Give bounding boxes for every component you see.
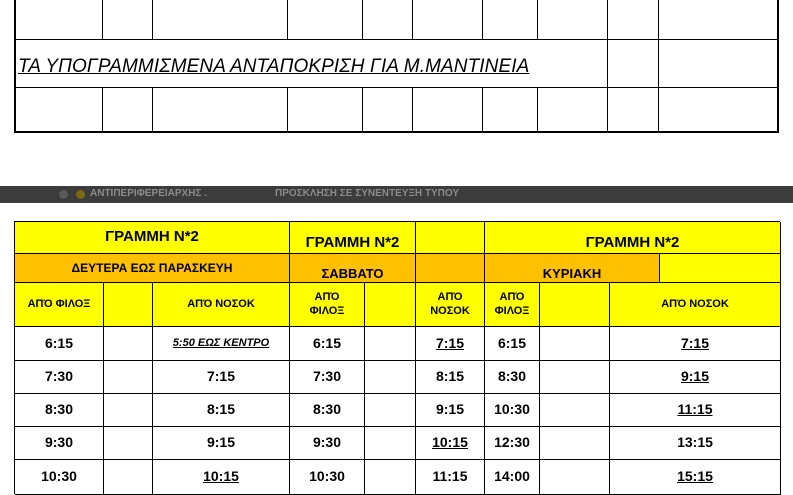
schedule-grid — [15, 222, 780, 494]
time-cell — [153, 460, 290, 495]
time-cell-text: 7:30 — [44, 368, 74, 385]
time-cell — [153, 427, 290, 460]
time-cell-text: 6:15 — [497, 334, 527, 351]
time-cell-text: 11:15 — [677, 401, 713, 418]
top-table-divider — [607, 87, 608, 133]
top-table-divider — [658, 0, 659, 39]
blank-cell — [660, 254, 781, 283]
blank-cell — [104, 283, 153, 327]
blank-cell — [104, 460, 153, 495]
time-cell-text: 10:30 — [494, 401, 530, 418]
time-cell — [290, 327, 365, 361]
top-table-divider — [607, 0, 608, 39]
time-cell-text: 7:15 — [206, 368, 236, 385]
blank-cell — [540, 427, 610, 460]
time-cell — [416, 427, 485, 460]
time-cell-text: 14:00 — [494, 468, 530, 485]
time-cell-text: 8:15 — [435, 368, 465, 385]
col-label-from-nosok — [416, 283, 485, 327]
col-label-from-nosok-text: ΑΠΌ ΝΟΣΟΚ — [430, 290, 470, 317]
top-table-divider — [482, 0, 483, 39]
time-cell-text: 7:30 — [312, 368, 342, 385]
time-cell-text: 15:15 — [677, 468, 713, 485]
top-table-divider — [482, 87, 483, 133]
blank-cell — [416, 254, 485, 283]
top-table-divider — [287, 87, 288, 133]
top-table-divider — [362, 0, 363, 39]
day-weekday-text: ΔΕΥΤΕΡΑ ΕΩΣ ΠΑΡΑΣΚΕΥΗ — [71, 260, 233, 275]
time-cell-text: 9:30 — [312, 434, 342, 451]
top-table-divider — [412, 0, 413, 39]
strip-left-text: ΑΝΤΙΠΕΡΙΦΕΡΕΙΑΡΧΗΣ . — [90, 188, 208, 199]
day-sunday — [485, 254, 660, 283]
top-note: ΤΑ ΥΠΟΓΡΑΜΜΙΣΜΕΝΑ ΑΝΤΑΠΟΚΡΙΣΗ ΓΙΑ Μ.ΜΑΝΤΙΝΕΙΑ — [18, 56, 530, 77]
top-table-divider — [362, 87, 363, 133]
time-cell — [485, 394, 540, 427]
line-title-saturday-text: ΓΡΑΜΜΗ Ν*2 — [305, 234, 400, 252]
time-cell-text: 8:30 — [497, 368, 527, 385]
col-label-from-nosok — [153, 283, 290, 327]
col-label-from-filoxi-text: ΑΠΌ ΦΙΛΟΞ — [494, 290, 530, 317]
time-cell — [416, 361, 485, 394]
time-cell — [15, 460, 104, 495]
time-cell — [290, 394, 365, 427]
blank-cell — [540, 460, 610, 495]
time-cell — [610, 394, 781, 427]
time-cell — [610, 460, 781, 495]
line-title-saturday — [290, 222, 416, 254]
day-sunday-text: ΚΥΡΙΑΚΗ — [542, 265, 602, 281]
blank-cell — [104, 394, 153, 427]
col-label-from-filoxi — [290, 283, 365, 327]
strip-circle-icon — [59, 190, 68, 199]
time-cell-text: 13:15 — [677, 434, 713, 451]
time-cell-text: 7:15 — [435, 334, 465, 351]
strip-right-text: ΠΡΟΣΚΛΗΣΗ ΣΕ ΣΥΝΕΝΤΕΥΞΗ ΤΥΠΟΥ — [275, 188, 460, 199]
time-cell — [485, 361, 540, 394]
top-table-divider — [152, 87, 153, 133]
top-table-divider — [537, 0, 538, 39]
time-cell-text: 9:15 — [680, 368, 710, 385]
time-cell — [15, 327, 104, 361]
line-title-sunday-text: ΓΡΑΜΜΗ Ν*2 — [585, 234, 680, 252]
time-cell-text: 5:50 ΕΩΣ ΚΕΝΤΡΟ — [172, 336, 270, 349]
top-table-divider — [14, 87, 779, 88]
time-cell-text: 10:30 — [309, 468, 345, 485]
line-title-weekday-text: ΓΡΑΜΜΗ Ν*2 — [105, 228, 199, 246]
time-cell-text: 9:15 — [435, 401, 465, 418]
time-cell — [290, 460, 365, 495]
time-cell — [485, 427, 540, 460]
time-cell-text: 8:15 — [206, 401, 236, 418]
top-table-divider — [287, 0, 288, 39]
time-cell-text: 9:15 — [206, 434, 236, 451]
time-cell-text: 10:30 — [41, 468, 77, 485]
time-cell — [153, 394, 290, 427]
time-cell — [416, 394, 485, 427]
time-cell — [485, 327, 540, 361]
col-label-from-filoxi — [15, 283, 104, 327]
time-cell-text: 7:15 — [680, 334, 710, 351]
day-saturday-text: ΣΑΒΒΑΤΟ — [321, 265, 384, 281]
time-cell — [290, 361, 365, 394]
blank-cell — [104, 427, 153, 460]
col-label-from-filoxi — [485, 283, 540, 327]
top-table-divider — [412, 87, 413, 133]
col-label-from-filoxi-text: ΑΠΌ ΦΙΛΟΞ — [309, 290, 345, 317]
blank-cell — [540, 361, 610, 394]
top-table-divider — [102, 87, 103, 133]
blank-cell — [104, 361, 153, 394]
top-table-divider — [658, 39, 659, 87]
top-table-divider — [537, 87, 538, 133]
time-cell-text: 12:30 — [494, 434, 530, 451]
time-cell — [290, 427, 365, 460]
top-table-divider — [102, 0, 103, 39]
time-cell — [416, 460, 485, 495]
time-cell — [485, 460, 540, 495]
col-label-from-nosok-text: ΑΠΌ ΝΟΣΟΚ — [187, 297, 255, 310]
top-table-divider — [14, 39, 779, 40]
col-label-from-filoxi-text: ΑΠΌ ΦΙΛΟΞ — [27, 297, 91, 310]
time-cell — [153, 327, 290, 361]
blank-cell — [104, 327, 153, 361]
time-cell — [610, 427, 781, 460]
schedule-table — [14, 221, 780, 494]
blank-cell — [540, 394, 610, 427]
strip-bullet-icon — [76, 190, 85, 199]
time-cell-text: 9:30 — [44, 434, 74, 451]
time-cell-text: 10:15 — [203, 468, 239, 485]
day-saturday — [290, 254, 416, 283]
top-table-divider — [607, 39, 608, 87]
blank-cell — [540, 283, 610, 327]
time-cell — [153, 361, 290, 394]
header-strip — [0, 186, 793, 203]
time-cell-text: 10:15 — [432, 434, 468, 451]
blank-cell — [416, 222, 485, 254]
line-title-sunday — [485, 222, 781, 254]
blank-cell — [365, 427, 416, 460]
col-label-from-nosok — [610, 283, 781, 327]
blank-cell — [365, 327, 416, 361]
time-cell — [610, 361, 781, 394]
time-cell-text: 8:30 — [44, 401, 74, 418]
top-table-divider — [152, 0, 153, 39]
time-cell — [15, 427, 104, 460]
time-cell — [416, 327, 485, 361]
blank-cell — [540, 327, 610, 361]
time-cell-text: 6:15 — [44, 334, 74, 351]
time-cell-text: 8:30 — [312, 401, 342, 418]
blank-cell — [365, 394, 416, 427]
day-weekday — [15, 254, 290, 283]
blank-cell — [365, 361, 416, 394]
time-cell — [15, 394, 104, 427]
time-cell — [15, 361, 104, 394]
top-table-divider — [658, 87, 659, 133]
line-title-weekday — [15, 222, 290, 254]
blank-cell — [365, 283, 416, 327]
time-cell-text: 6:15 — [312, 334, 342, 351]
col-label-from-nosok-text: ΑΠΌ ΝΟΣΟΚ — [661, 297, 729, 310]
blank-cell — [365, 460, 416, 495]
time-cell-text: 11:15 — [432, 468, 468, 485]
time-cell — [610, 327, 781, 361]
